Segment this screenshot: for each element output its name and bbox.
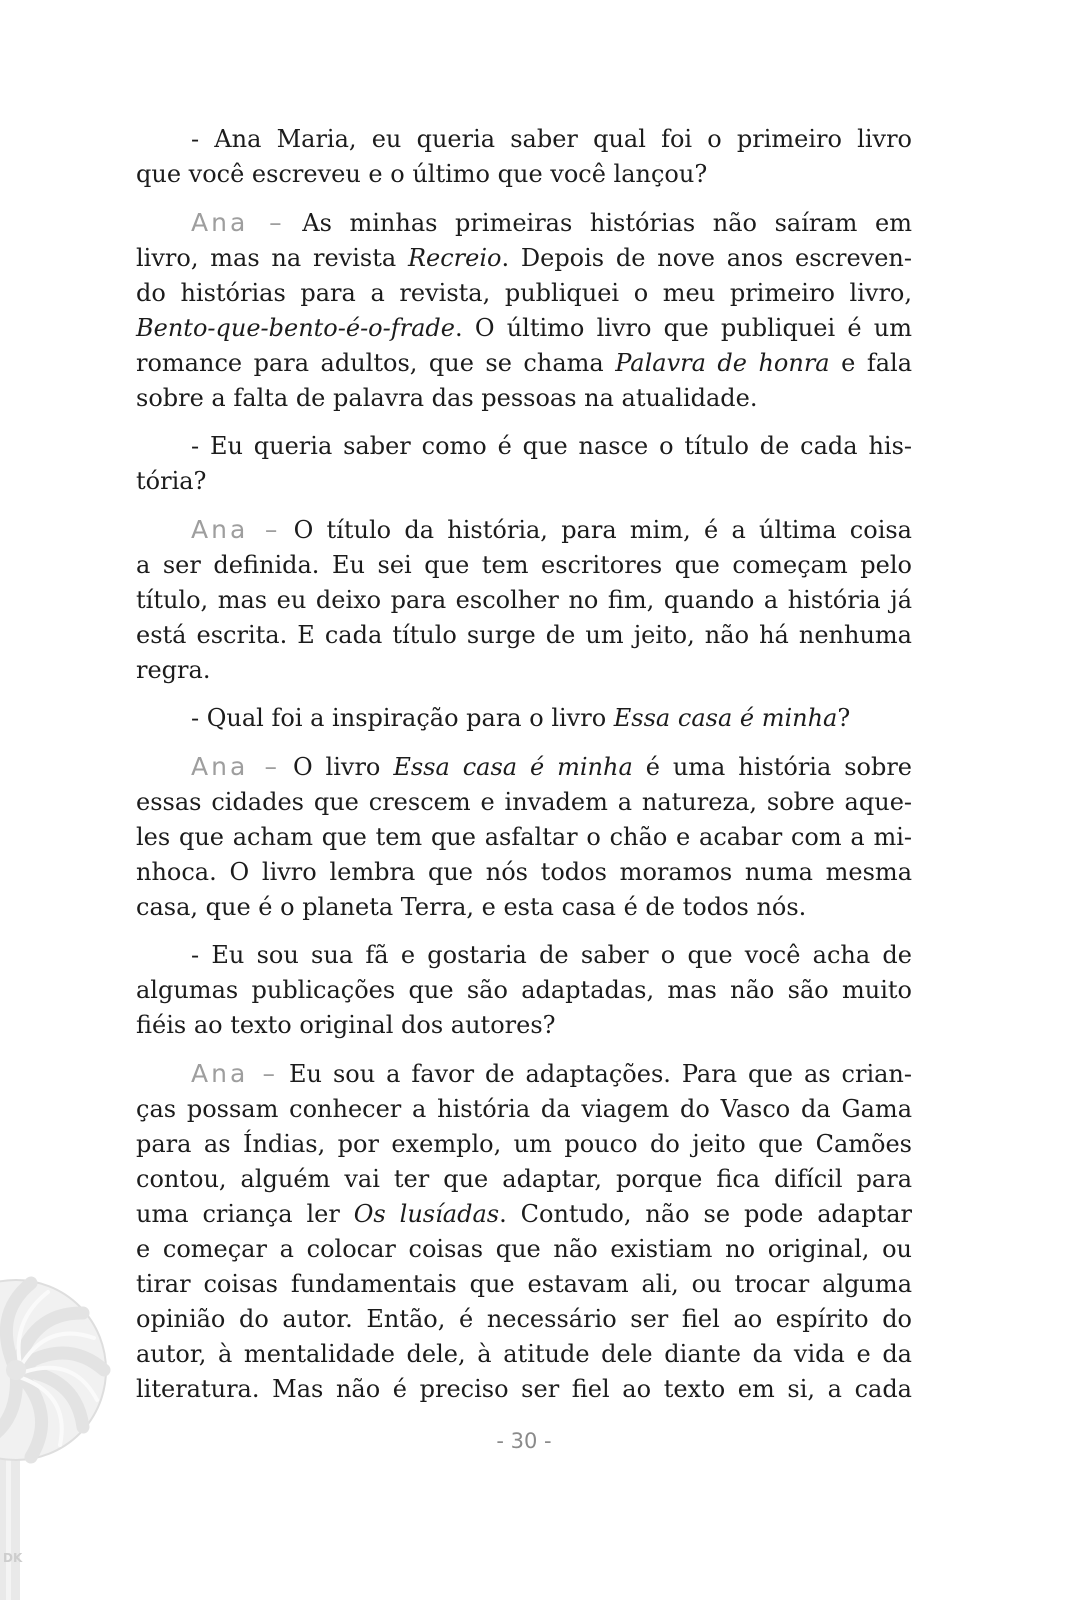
text-line: a ser definida. Eu sei que tem escritores que começam pelo xyxy=(136,551,912,579)
text-line: fiéis ao texto original dos autores? xyxy=(136,1011,556,1039)
text-run: O livro xyxy=(292,753,394,781)
text-line xyxy=(136,749,912,785)
text-line xyxy=(136,512,912,548)
answer-paragraph xyxy=(136,1056,912,1407)
lollipop-center xyxy=(6,1360,26,1380)
text-line: contou, alguém vai ter que adaptar, porque fica difícil para xyxy=(136,1165,912,1193)
book-title: Os lusíadas xyxy=(353,1200,500,1228)
text-line: autor, à mentalidade dele, à atitude dele diante da vida e da xyxy=(136,1340,912,1368)
text-line: - Ana Maria, eu queria saber qual foi o primeiro livro xyxy=(191,125,912,153)
text-line: ças possam conhecer a história da viagem do Vasco da Gama xyxy=(136,1095,912,1123)
text-line: - Eu queria saber como é que nasce o título de cada his- xyxy=(191,432,912,460)
speaker-label: Ana – xyxy=(191,1059,279,1088)
text-run: As minhas primeiras histórias não saíram em xyxy=(302,209,912,237)
text-line: que você escreveu e o último que você lançou? xyxy=(136,160,708,188)
text-line: e começar a colocar coisas que não existiam no original, ou xyxy=(136,1235,912,1263)
book-title: Essa casa é minha xyxy=(613,704,838,732)
answer-paragraph xyxy=(136,512,912,688)
text-run: romance para adultos, que se chama xyxy=(136,349,616,377)
text-line: nhoca. O livro lembra que nós todos moramos numa mesma xyxy=(136,858,912,886)
speaker-label: Ana – xyxy=(191,515,281,544)
book-title: Palavra de honra xyxy=(615,349,830,377)
text-line: para as Índias, por exemplo, um pouco do jeito que Camões xyxy=(136,1130,912,1158)
question-paragraph xyxy=(136,701,912,736)
text-line: sobre a falta de palavra das pessoas na atualidade. xyxy=(136,384,758,412)
text-run: livro, mas na revista xyxy=(136,244,408,272)
text-line: título, mas eu deixo para escolher no fim, quando a história já xyxy=(136,586,912,614)
answer-paragraph xyxy=(136,205,912,416)
text-line xyxy=(136,1197,912,1232)
lollipop-icon xyxy=(0,1260,120,1600)
interview-text xyxy=(136,122,912,1407)
text-run: O título da história, para mim, é a última coisa xyxy=(293,516,912,544)
lollipop-stick-highlight xyxy=(6,1438,11,1600)
text-line: essas cidades que crescem e invadem a natureza, sobre aque- xyxy=(136,788,912,816)
text-line: les que acham que tem que asfaltar o chão e acabar com a mi- xyxy=(136,823,912,851)
text-line xyxy=(136,241,912,276)
text-line xyxy=(136,205,912,241)
text-run: é uma história sobre xyxy=(632,753,913,781)
text-run: uma criança ler xyxy=(136,1200,354,1228)
answer-paragraph xyxy=(136,749,912,925)
text-line xyxy=(136,311,912,346)
text-run: . Depois de nove anos escreven- xyxy=(501,244,912,272)
text-run: e fala xyxy=(829,349,913,377)
text-run: - Qual foi a inspiração para o livro xyxy=(191,704,614,732)
text-run: . O último livro que publiquei é um xyxy=(454,314,912,342)
text-line xyxy=(136,1056,912,1092)
text-line: do histórias para a revista, publiquei o meu primeiro livro, xyxy=(136,279,912,307)
question-paragraph xyxy=(136,122,912,192)
text-line: - Eu sou sua fã e gostaria de saber o que você acha de xyxy=(191,941,912,969)
watermark-text: DK xyxy=(3,1551,23,1565)
text-line: regra. xyxy=(136,656,211,684)
text-run: . Contudo, não se pode adaptar xyxy=(499,1200,913,1228)
text-run: ? xyxy=(837,704,851,732)
speaker-label: Ana – xyxy=(191,208,285,237)
question-paragraph xyxy=(136,429,912,499)
book-title: Recreio xyxy=(407,244,502,272)
question-paragraph xyxy=(136,938,912,1043)
text-line xyxy=(136,701,912,736)
text-line: opinião do autor. Então, é necessário ser fiel ao espírito do xyxy=(136,1305,912,1333)
book-title: Bento-que-bento-é-o-frade xyxy=(136,314,455,342)
text-line: tirar coisas fundamentais que estavam ali, ou trocar alguma xyxy=(136,1270,912,1298)
text-line xyxy=(136,346,912,381)
text-line: algumas publicações que são adaptadas, mas não são muito xyxy=(136,976,912,1004)
speaker-label: Ana – xyxy=(191,752,281,781)
text-line: está escrita. E cada título surge de um jeito, não há nenhuma xyxy=(136,621,912,649)
text-run: Eu sou a favor de adaptações. Para que as crian- xyxy=(289,1060,912,1088)
text-line: casa, que é o planeta Terra, e esta casa é de todos nós. xyxy=(136,893,807,921)
book-title: Essa casa é minha xyxy=(393,753,633,781)
page-number: - 30 - xyxy=(496,1429,552,1453)
text-line: tória? xyxy=(136,467,207,495)
text-line: literatura. Mas não é preciso ser fiel ao texto em si, a cada xyxy=(136,1375,912,1403)
